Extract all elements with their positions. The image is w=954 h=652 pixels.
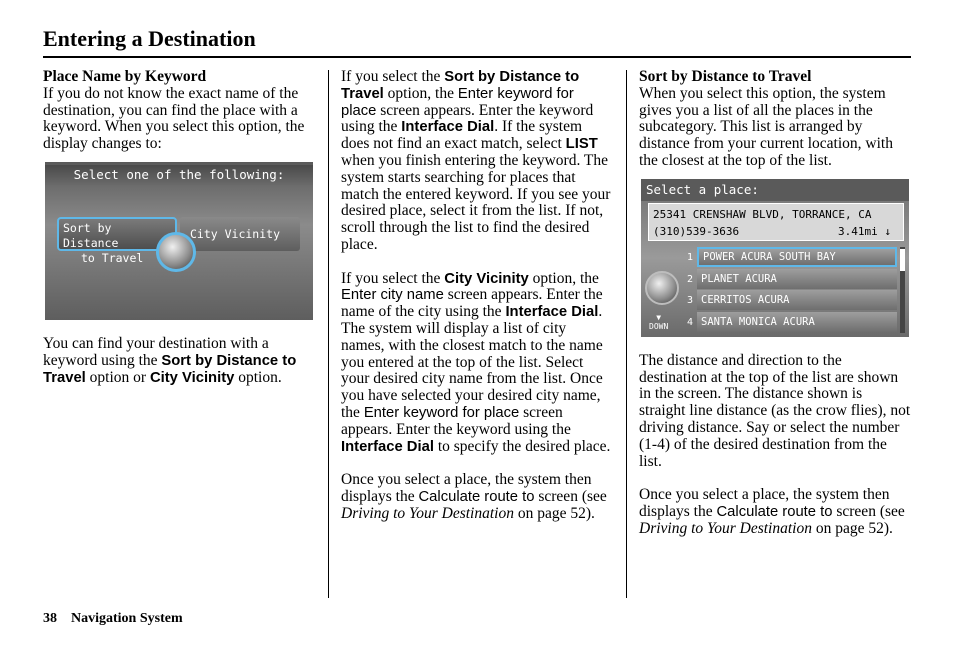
column-divider <box>626 70 627 598</box>
ui-term: Interface Dial <box>505 304 599 321</box>
paragraph-keyword-intro: If you do not know the exact name of the destination, you can find the place with a keyword. When you select this option, the display changes to: <box>43 84 305 153</box>
list-item-number: 1 <box>686 251 693 263</box>
ui-term: LIST <box>565 136 598 153</box>
text-run: You can find your destination with a keyword using the <box>43 334 269 369</box>
screen-name: Calculate route to <box>418 488 535 505</box>
text-run: . If the system does not find an exact match, select <box>341 118 583 153</box>
ui-term: Interface Dial <box>401 119 495 136</box>
text-run: screen (see <box>534 487 607 505</box>
scrollbar-thumb <box>900 249 905 271</box>
text-run: option. <box>234 368 282 386</box>
text-run: If you select the <box>341 68 445 85</box>
text-run: when you finish entering the keyword. The system starts searching for places that match the entered keyword. If you see your desired place, select it from the list. If not, scroll through the list to find the desired place. <box>341 151 611 253</box>
screen-title: Select one of the following: <box>45 165 313 185</box>
screen-name: Enter city name <box>341 287 444 304</box>
text-run: Once you select a place, the system then displays the <box>639 486 890 520</box>
paragraph-sort-option <box>341 69 613 254</box>
screen-title: Select a place: <box>641 179 909 201</box>
page-footer <box>43 611 183 627</box>
screen-name: Calculate route to <box>716 503 833 520</box>
phone-text: (310)539-3636 <box>653 224 740 238</box>
paragraph-city-vicinity <box>341 271 613 456</box>
text-run: screen appears. Enter the keyword using the <box>341 403 571 438</box>
address-box <box>648 203 904 241</box>
footer-label: Navigation System <box>71 611 183 626</box>
list-item-number: 3 <box>686 294 693 306</box>
distance-readout <box>838 223 891 240</box>
ui-term: City Vicinity <box>444 270 529 287</box>
scrollbar <box>900 247 905 333</box>
list-item-number: 4 <box>686 316 693 328</box>
screenshot-select-place <box>641 179 909 337</box>
column-1 <box>43 69 315 386</box>
paragraph-keyword-options <box>43 336 315 386</box>
text-run: to specify the desired place. <box>433 437 611 455</box>
text-run: Once you select a place, the system then displays the <box>341 471 592 505</box>
cross-reference: Driving to Your Destination <box>639 519 812 537</box>
paragraph-gap <box>341 254 613 271</box>
paragraph-sort-intro: When you select this option, the system gives you a list of all the places in the subcategory. This list is arranged by distance from your current location, with the closest at the top of the list. <box>639 84 893 169</box>
section-heading-sort: Sort by Distance to Travel <box>639 68 812 85</box>
page-title: Entering a Destination <box>43 26 256 51</box>
text-run: screen (see <box>832 502 905 520</box>
direction-arrow-icon: ↓ <box>884 224 891 238</box>
interface-dial-icon <box>156 232 196 272</box>
column-3 <box>639 69 911 538</box>
list-item-number: 2 <box>686 273 693 285</box>
list-item: POWER ACURA SOUTH BAY <box>697 247 897 267</box>
ui-term: Sort by Distance to Travel <box>341 69 580 102</box>
text-run: option, the <box>528 269 599 287</box>
down-label <box>649 313 668 331</box>
ui-term: Sort by Distance to Travel <box>43 352 297 386</box>
text-run: screen appears. Enter the keyword using the <box>341 101 594 136</box>
interface-dial-icon <box>645 271 679 305</box>
section-heading-keyword: Place Name by Keyword <box>43 68 207 85</box>
paragraph-gap <box>341 455 613 472</box>
screen-name: Enter keyword for place <box>341 85 574 119</box>
cross-reference: Driving to Your Destination <box>341 504 514 522</box>
text-run: on page 52). <box>513 504 595 522</box>
ui-term: Interface Dial <box>341 438 434 455</box>
city-vicinity-option: City Vicinity <box>180 217 300 251</box>
screen-name: Enter keyword for place <box>363 404 520 421</box>
address-text: 25341 CRENSHAW BLVD, TORRANCE, CA <box>653 207 872 221</box>
paragraph-gap <box>639 470 911 487</box>
paragraph-calculate-route <box>341 472 613 522</box>
list-item: PLANET ACURA <box>697 269 897 289</box>
column-divider <box>328 70 329 598</box>
title-divider <box>43 56 911 58</box>
text-run: . The system will display a list of city names, with the closest match to the name you entered at the top of the list. Select your desired city name from the list. Once you have selected your desired city name, the <box>341 303 603 421</box>
text-run: screen appears. Enter the name of the city using the <box>341 286 603 321</box>
text-run: If you select the <box>341 269 445 287</box>
text-run: on page 52). <box>811 519 893 537</box>
option-label-line1: Sort by Distance <box>63 220 119 250</box>
screenshot-select-option <box>45 162 313 320</box>
page-number: 38 <box>43 611 57 626</box>
list-item: SANTA MONICA ACURA <box>697 312 897 332</box>
option-label-line2: to Travel <box>81 250 144 265</box>
ui-term: City Vicinity <box>149 369 235 386</box>
distance-text: 3.41mi <box>838 224 878 238</box>
down-text: DOWN <box>649 321 669 331</box>
column-2 <box>341 69 613 523</box>
paragraph-calculate-route <box>639 487 911 537</box>
paragraph-distance-info: The distance and direction to the destination at the top of the list are shown in the screen. The distance shown is straight line distance (as the crow flies), not driving distance. Say or select the number (1-4) of the desired destination from the list. <box>639 351 911 470</box>
down-arrow-icon: ▼ <box>656 312 662 322</box>
text-run: option, the <box>383 84 458 102</box>
text-run: option or <box>85 368 150 386</box>
list-item: CERRITOS ACURA <box>697 290 897 310</box>
